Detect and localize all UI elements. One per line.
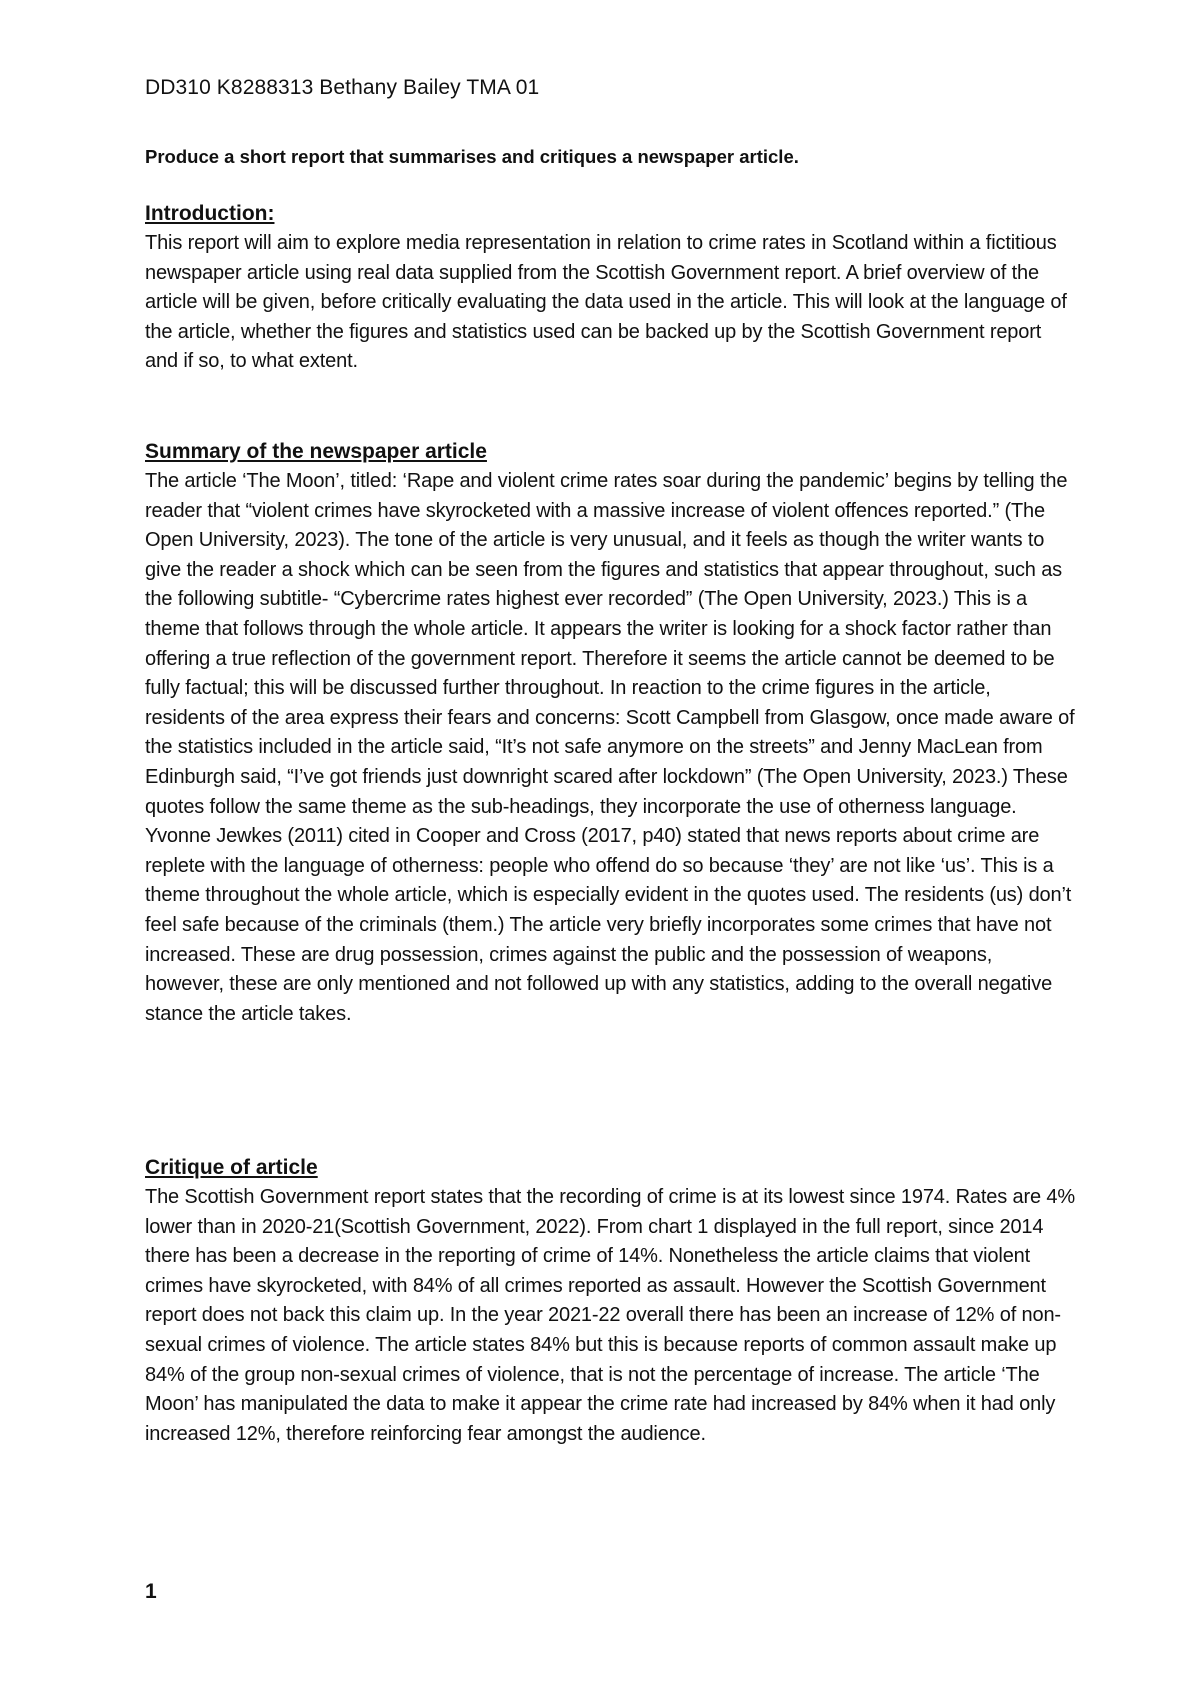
critique-heading: Critique of article	[145, 1156, 318, 1179]
page-number: 1	[145, 1580, 157, 1603]
critique-body: The Scottish Government report states that the recording of crime is at its lowest since 1974. Rates are 4% lower than in 2020-21(Scottish Government, 2022). From chart 1 displayed in the full report, since 2014 there has been a decrease in the reporting of crime of 14%. Nonetheless the article claims that violent crimes have skyrocketed, with 84% of all crimes reported as assault. However the Scottish Government report does not back this claim up. In the year 2021-22 overall there has been an increase of 12% of non-sexual crimes of violence. The article states 84% but this is because reports of common assault make up 84% of the group non-sexual crimes of violence, that is not the percentage of increase. The article ‘The Moon’ has manipulated the data to make it appear the crime rate had increased by 84% when it had only increased 12%, therefore reinforcing fear amongst the audience.	[145, 1186, 1075, 1445]
summary-heading: Summary of the newspaper article	[145, 440, 487, 463]
critique-section	[145, 1153, 1075, 1449]
document-header: DD310 K8288313 Bethany Bailey TMA 01	[145, 76, 540, 99]
introduction-body: This report will aim to explore media representation in relation to crime rates in Scotland within a fictitious newspaper article using real data supplied from the Scottish Government report. A brief overview of the article will be given, before critically evaluating the data used in the article. This will look at the language of the article, whether the figures and statistics used can be backed up by the Scottish Government report and if so, to what extent.	[145, 232, 1067, 373]
assignment-task: Produce a short report that summarises and critiques a newspaper article.	[145, 146, 799, 167]
introduction-section	[145, 199, 1075, 377]
summary-body: The article ‘The Moon’, titled: ‘Rape and violent crime rates soar during the pandemic’ begins by telling the reader that “violent crimes have skyrocketed with a massive increase of violent offences reported.” (The Open University, 2023). The tone of the article is very unusual, and it feels as though the writer wants to give the reader a shock which can be seen from the figures and statistics that appear throughout, such as the following subtitle- “Cybercrime rates highest ever recorded” (The Open University, 2023.) This is a theme that follows through the whole article. It appears the writer is looking for a shock factor rather than offering a true reflection of the government report. Therefore it seems the article cannot be deemed to be fully factual; this will be discussed further throughout. In reaction to the crime figures in the article, residents of the area express their fears and concerns: Scott Campbell from Glasgow, once made aware of the statistics included in the article said, “It’s not safe anymore on the streets” and Jenny MacLean from Edinburgh said, “I’ve got friends just downright scared after lockdown” (The Open University, 2023.) These quotes follow the same theme as the sub-headings, they incorporate the use of otherness language. Yvonne Jewkes (2011) cited in Cooper and Cross (2017, p40) stated that news reports about crime are replete with the language of otherness: people who offend do so because ‘they’ are not like ‘us’. This is a theme throughout the whole article, which is especially evident in the quotes used. The residents (us) don’t feel safe because of the criminals (them.) The article very briefly incorporates some crimes that have not increased. These are drug possession, crimes against the public and the possession of weapons, however, these are only mentioned and not followed up with any statistics, adding to the overall negative stance the article takes.	[145, 470, 1075, 1025]
introduction-heading: Introduction:	[145, 202, 275, 225]
summary-section	[145, 437, 1075, 1029]
